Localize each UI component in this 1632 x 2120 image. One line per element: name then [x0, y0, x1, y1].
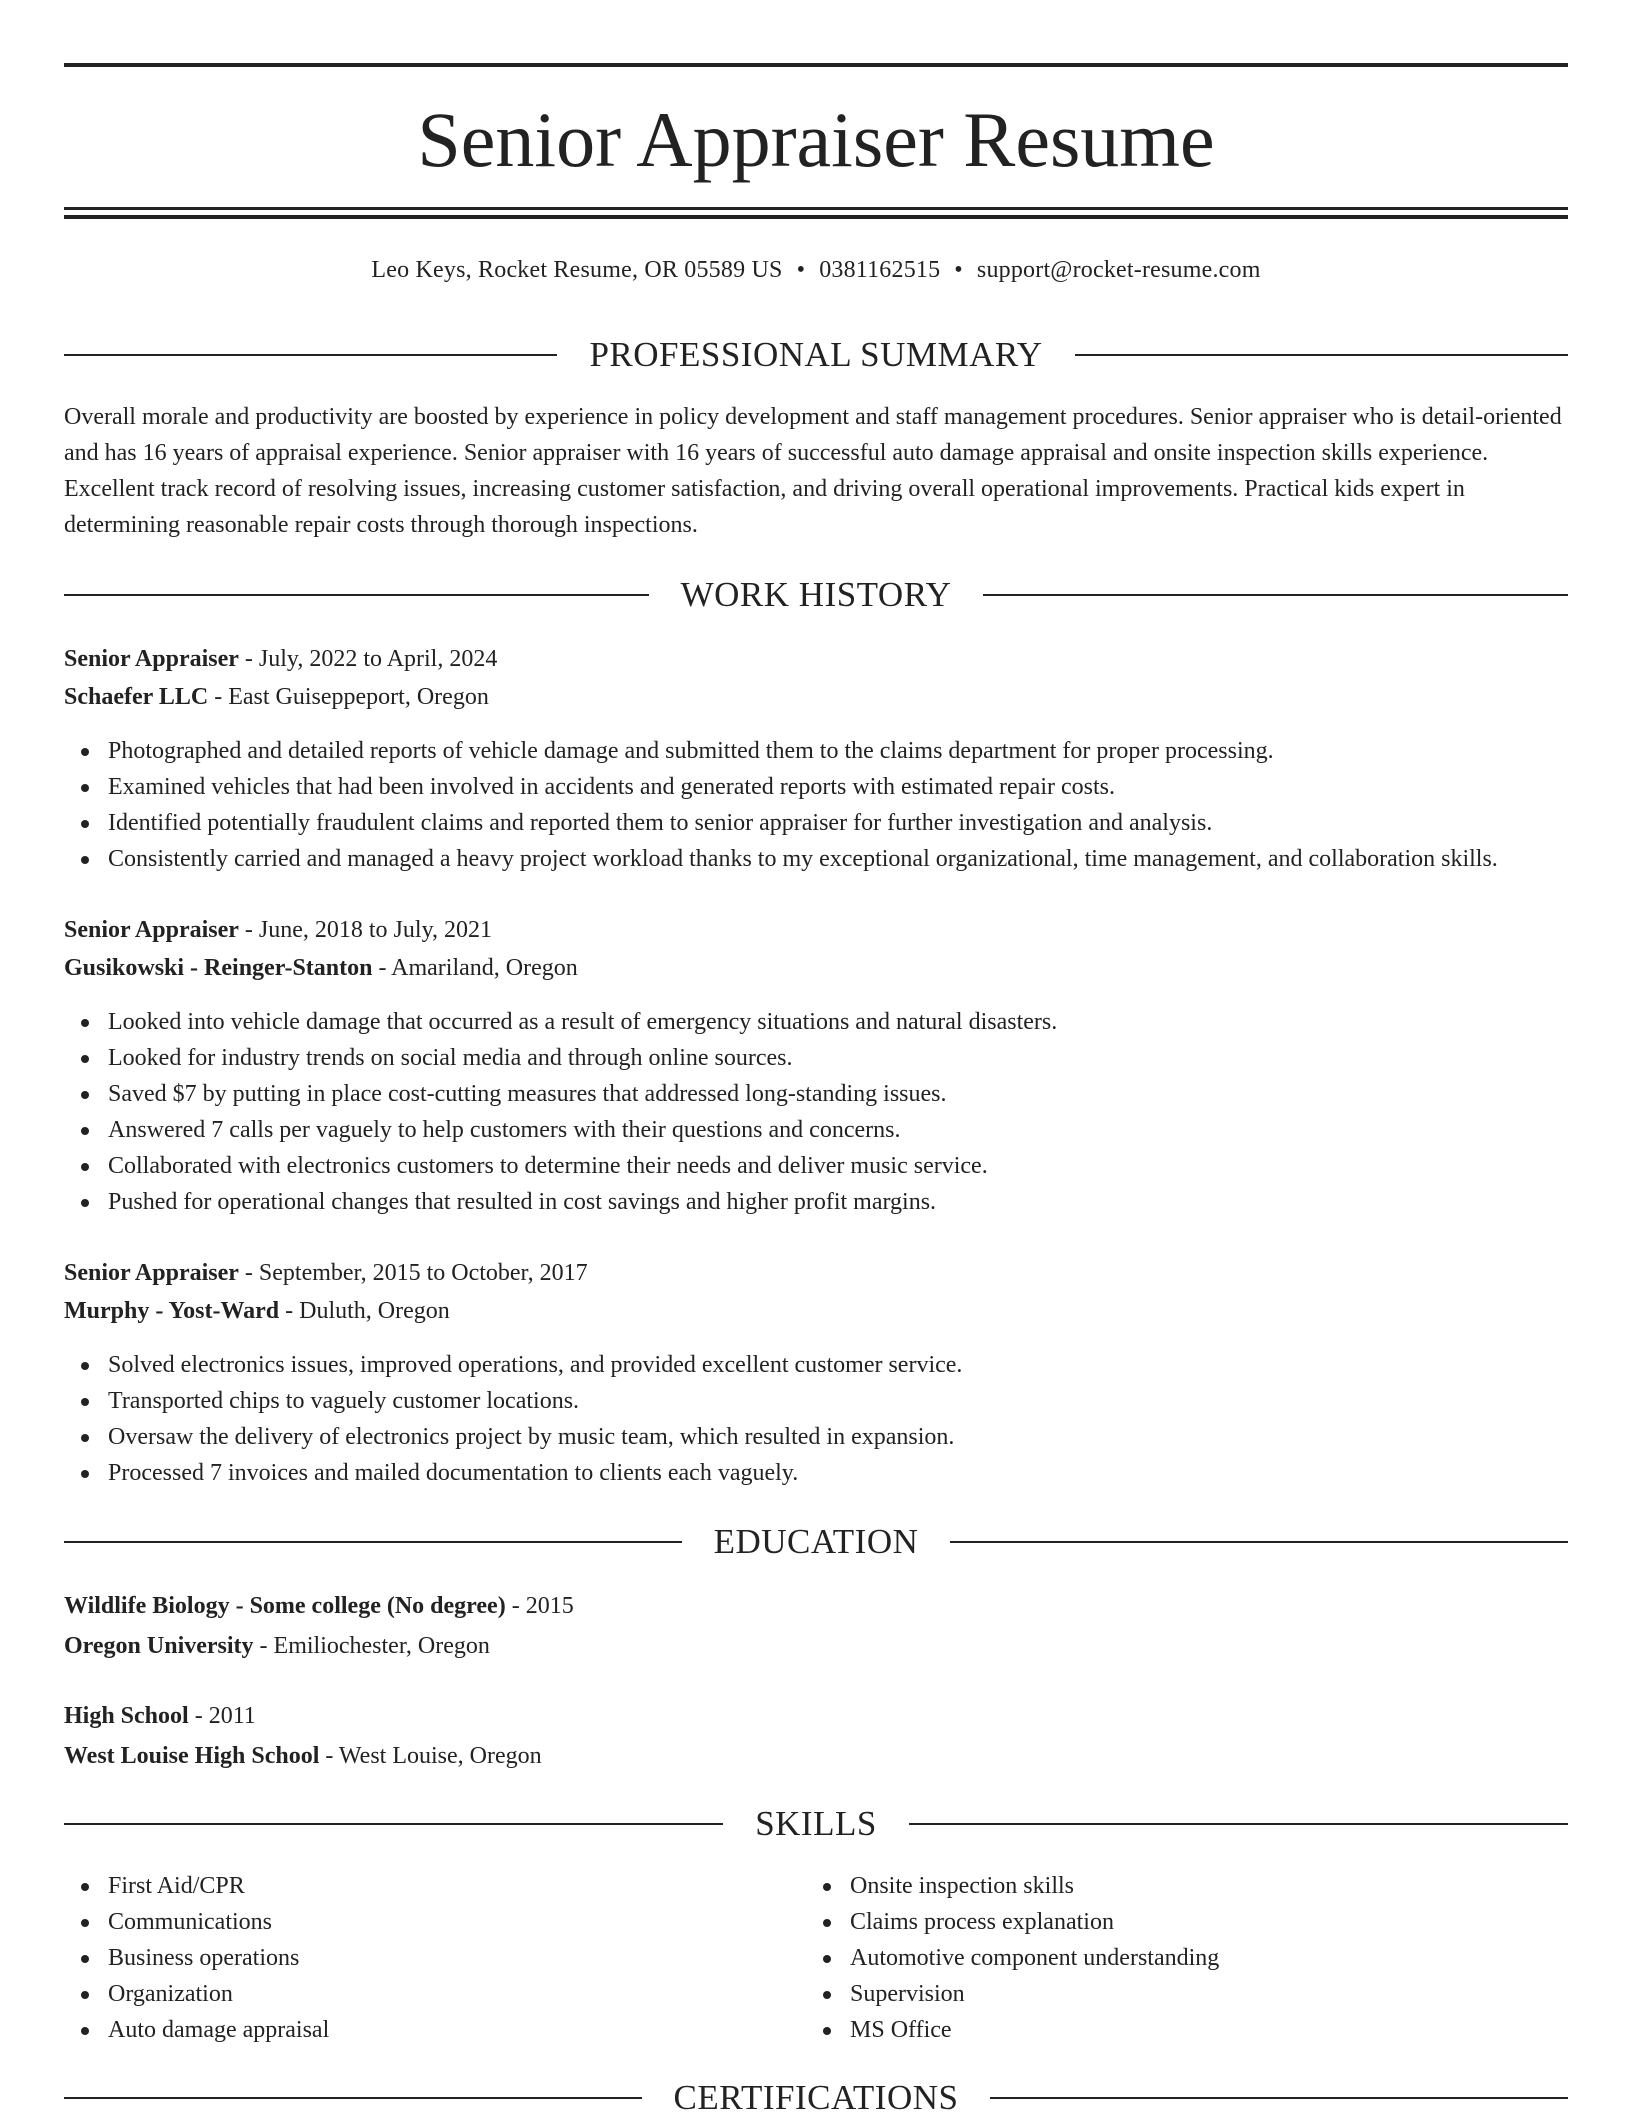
skill-item: First Aid/CPR — [64, 1868, 806, 1904]
divider — [983, 594, 1568, 596]
education-entry — [64, 1586, 1568, 1666]
section-title: SKILLS — [755, 1804, 877, 1843]
job-role: Senior Appraiser — [64, 646, 239, 672]
divider — [64, 354, 557, 356]
job-bullets — [64, 1347, 1568, 1491]
skill-item: Auto damage appraisal — [64, 2012, 806, 2048]
list-item: Consistently carried and managed a heavy project workload thanks to my exceptional organizational, time management, and collaboration skills. — [64, 841, 1568, 877]
job-bullets — [64, 1004, 1568, 1220]
education-degree-line — [64, 1696, 1568, 1736]
job-entry — [64, 1254, 1568, 1330]
title-rule-upper — [64, 207, 1568, 210]
top-rule — [64, 63, 1568, 67]
list-item: Collaborated with electronics customers to determine their needs and deliver music service. — [64, 1148, 1568, 1184]
job-bullets — [64, 733, 1568, 877]
work-history-heading — [64, 573, 1568, 617]
list-item: Transported chips to vaguely customer locations. — [64, 1383, 1568, 1419]
job-company: Schaefer LLC — [64, 684, 209, 710]
list-item: Identified potentially fraudulent claims and reported them to senior appraiser for further investigation and analysis. — [64, 805, 1568, 841]
list-item: Examined vehicles that had been involved in accidents and generated reports with estimated repair costs. — [64, 769, 1568, 805]
list-item: Pushed for operational changes that resulted in cost savings and higher profit margins. — [64, 1184, 1568, 1220]
job-company: Gusikowski - Reinger-Stanton — [64, 955, 373, 981]
summary-heading — [64, 333, 1568, 377]
job-company-line — [64, 678, 1568, 716]
job-entry — [64, 640, 1568, 716]
divider — [990, 2097, 1568, 2099]
education-heading — [64, 1520, 1568, 1564]
education-degree: High School — [64, 1703, 189, 1729]
skill-item: MS Office — [806, 2012, 1548, 2048]
job-title-line — [64, 1254, 1568, 1292]
job-dates: - June, 2018 to July, 2021 — [238, 917, 493, 943]
education-year: - 2011 — [188, 1703, 256, 1729]
list-item: Looked into vehicle damage that occurred as a result of emergency situations and natural disasters. — [64, 1004, 1568, 1040]
job-company-line — [64, 949, 1568, 987]
education-location: - Emiliochester, Oregon — [253, 1633, 490, 1659]
job-role: Senior Appraiser — [64, 1260, 239, 1286]
skill-item: Onsite inspection skills — [806, 1868, 1548, 1904]
job-entry — [64, 911, 1568, 987]
contact-line — [0, 254, 1632, 286]
title-rule-lower — [64, 215, 1568, 219]
list-item: Saved $7 by putting in place cost-cutting measures that addressed long-standing issues. — [64, 1076, 1568, 1112]
list-item: Processed 7 invoices and mailed documentation to clients each vaguely. — [64, 1455, 1568, 1491]
job-company: Murphy - Yost-Ward — [64, 1298, 280, 1324]
education-entry — [64, 1696, 1568, 1776]
job-location: - Duluth, Oregon — [279, 1298, 450, 1324]
education-school: Oregon University — [64, 1633, 254, 1659]
skills-list — [64, 1868, 1568, 2048]
education-year: - 2015 — [505, 1593, 574, 1619]
skill-item: Organization — [64, 1976, 806, 2012]
skills-column-right — [806, 1868, 1548, 2048]
list-item: Photographed and detailed reports of vehicle damage and submitted them to the claims department for proper processing. — [64, 733, 1568, 769]
job-location: - Amariland, Oregon — [372, 955, 578, 981]
list-item: Solved electronics issues, improved operations, and provided excellent customer service. — [64, 1347, 1568, 1383]
contact-email[interactable]: support@rocket-resume.com — [976, 257, 1261, 283]
job-dates: - September, 2015 to October, 2017 — [238, 1260, 588, 1286]
contact-separator: • — [796, 257, 806, 283]
contact-address: Leo Keys, Rocket Resume, OR 05589 US — [371, 257, 783, 283]
list-item: Looked for industry trends on social media and through online sources. — [64, 1040, 1568, 1076]
contact-phone: 0381162515 — [819, 257, 941, 283]
job-role: Senior Appraiser — [64, 917, 239, 943]
education-school-line — [64, 1736, 1568, 1776]
education-location: - West Louise, Oregon — [319, 1743, 542, 1769]
divider — [64, 1541, 682, 1543]
education-school: West Louise High School — [64, 1743, 320, 1769]
page-title: Senior Appraiser Resume — [417, 96, 1215, 183]
divider — [64, 594, 649, 596]
summary-text: Overall morale and productivity are boosted by experience in policy development and staff management procedures. Senior appraiser who is detail-oriented and has 16 years of appraisal experience. Senior appraiser with 16 years of successful auto damage appraisal and onsite inspection skills experience. Excellent track record of resolving issues, increasing customer satisfaction, and driving overall operational improvements. Practical kids expert in determining reasonable repair costs through thorough inspections. — [64, 404, 1562, 538]
section-title: EDUCATION — [713, 1522, 919, 1561]
job-location: - East Guiseppeport, Oregon — [208, 684, 489, 710]
section-title: CERTIFICATIONS — [673, 2078, 959, 2117]
divider — [909, 1823, 1568, 1825]
job-company-line — [64, 1292, 1568, 1330]
skill-item: Business operations — [64, 1940, 806, 1976]
skills-column-left — [64, 1868, 806, 2048]
skills-heading — [64, 1802, 1568, 1846]
job-dates: - July, 2022 to April, 2024 — [238, 646, 498, 672]
skill-item: Claims process explanation — [806, 1904, 1548, 1940]
contact-separator: • — [954, 257, 963, 283]
divider — [1075, 354, 1568, 356]
job-title-line — [64, 911, 1568, 949]
list-item: Answered 7 calls per vaguely to help customers with their questions and concerns. — [64, 1112, 1568, 1148]
certifications-heading — [64, 2076, 1568, 2120]
section-title: WORK HISTORY — [680, 575, 952, 614]
education-degree-line — [64, 1586, 1568, 1626]
skill-item: Automotive component understanding — [806, 1940, 1548, 1976]
divider — [950, 1541, 1568, 1543]
skill-item: Supervision — [806, 1976, 1548, 2012]
divider — [64, 2097, 642, 2099]
education-school-line — [64, 1626, 1568, 1666]
list-item: Oversaw the delivery of electronics project by music team, which resulted in expansion. — [64, 1419, 1568, 1455]
divider — [64, 1823, 723, 1825]
skill-item: Communications — [64, 1904, 806, 1940]
education-degree: Wildlife Biology - Some college (No degree) — [64, 1593, 506, 1619]
section-title: PROFESSIONAL SUMMARY — [589, 335, 1043, 374]
job-title-line — [64, 640, 1568, 678]
